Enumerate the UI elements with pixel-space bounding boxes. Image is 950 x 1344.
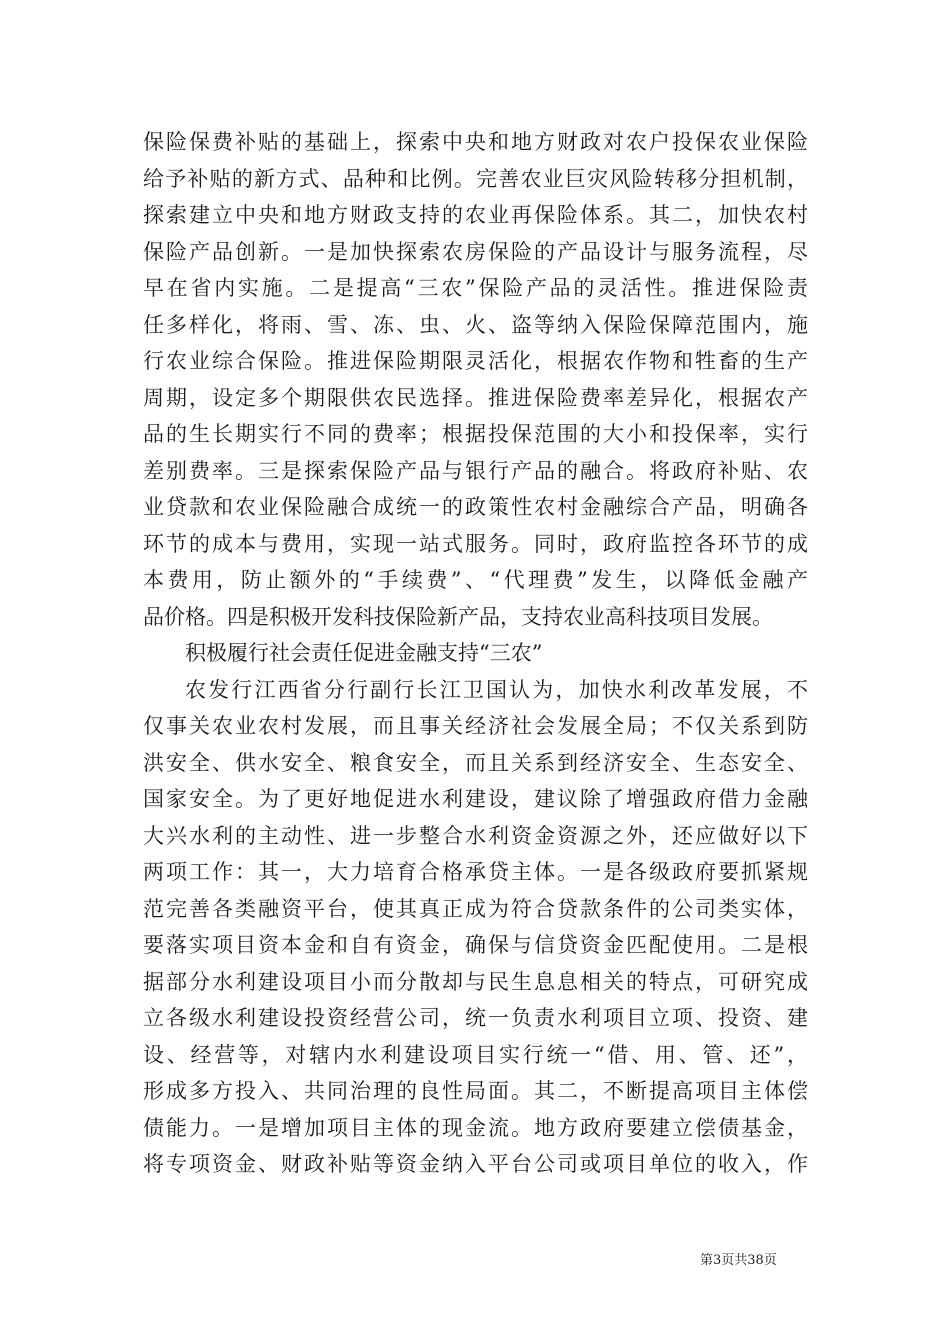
text-line: 洪安全、供水安全、粮食安全，而且关系到经济安全、生态安全、 bbox=[143, 750, 808, 775]
text-line: 本费用，防止额外的“手续费”、“代理费”发生，以降低金融产 bbox=[143, 568, 808, 592]
paragraph-water-conservancy bbox=[143, 672, 808, 1183]
text-line: 品的生长期实行不同的费率；根据投保范围的大小和投保率，实行 bbox=[143, 422, 808, 446]
text-line: 品价格。四是积极开发科技保险新产品，支持农业高科技项目发展。 bbox=[143, 604, 773, 629]
text-line: 差别费率。三是探索保险产品与银行产品的融合。将政府补贴、农 bbox=[143, 458, 808, 483]
text-line: 立各级水利建设投资经营公司，统一负责水利项目立项、投资、建 bbox=[143, 1006, 808, 1030]
text-line: 据部分水利建设项目小而分散却与民生息息相关的特点，可研究成 bbox=[143, 969, 808, 994]
text-line: 将专项资金、财政补贴等资金纳入平台公司或项目单位的收入，作 bbox=[143, 1152, 808, 1176]
text-line: 仅事关农业农村发展，而且事关经济社会发展全局；不仅关系到防 bbox=[143, 714, 808, 738]
page-number: 第3页共38页 bbox=[700, 1253, 777, 1268]
text-line: 两项工作：其一，大力培育合格承贷主体。一是各级政府要抓紧规 bbox=[143, 860, 808, 884]
text-line: 业贷款和农业保险融合成统一的政策性农村金融综合产品，明确各 bbox=[143, 495, 808, 519]
section-heading: 积极履行社会责任促进金融支持“三农” bbox=[185, 641, 543, 665]
document-body bbox=[143, 124, 808, 1183]
text-line: 设、经营等，对辖内水利建设项目实行统一“借、用、管、还”， bbox=[143, 1042, 808, 1067]
text-line: 国家安全。为了更好地促进水利建设，建议除了增强政府借力金融 bbox=[143, 787, 808, 811]
text-line: 周期，设定多个期限供农民选择。推进保险费率差异化，根据农产 bbox=[143, 385, 808, 410]
text-line: 给予补贴的新方式、品种和比例。完善农业巨灾风险转移分担机制， bbox=[143, 166, 808, 191]
text-line: 行农业综合保险。推进保险期限灵活化，根据农作物和牲畜的生产 bbox=[143, 349, 808, 373]
text-line: 保险产品创新。一是加快探索农房保险的产品设计与服务流程，尽 bbox=[143, 239, 808, 264]
text-line: 范完善各类融资平台，使其真正成为符合贷款条件的公司类实体， bbox=[143, 896, 808, 921]
text-line: 债能力。一是增加项目主体的现金流。地方政府要建立偿债基金， bbox=[143, 1115, 808, 1140]
text-line: 探索建立中央和地方财政支持的农业再保险体系。其二，加快农村 bbox=[143, 203, 808, 227]
text-line: 任多样化，将雨、雪、冻、虫、火、盗等纳入保险保障范围内，施 bbox=[143, 312, 808, 337]
text-line: 保险保费补贴的基础上，探索中央和地方财政对农户投保农业保险 bbox=[143, 130, 808, 154]
text-line: 农发行江西省分行副行长江卫国认为，加快水利改革发展，不 bbox=[185, 677, 808, 702]
text-line: 要落实项目资本金和自有资金，确保与信贷资金匹配使用。二是根 bbox=[143, 933, 808, 957]
text-line: 形成多方投入、共同治理的良性局面。其二，不断提高项目主体偿 bbox=[143, 1079, 808, 1103]
text-line: 环节的成本与费用，实现一站式服务。同时，政府监控各环节的成 bbox=[143, 531, 808, 556]
paragraph-insurance bbox=[143, 124, 808, 635]
text-line: 早在省内实施。二是提高“三农”保险产品的灵活性。推进保险责 bbox=[143, 276, 808, 300]
text-line: 大兴水利的主动性、进一步整合水利资金资源之外，还应做好以下 bbox=[143, 823, 808, 848]
